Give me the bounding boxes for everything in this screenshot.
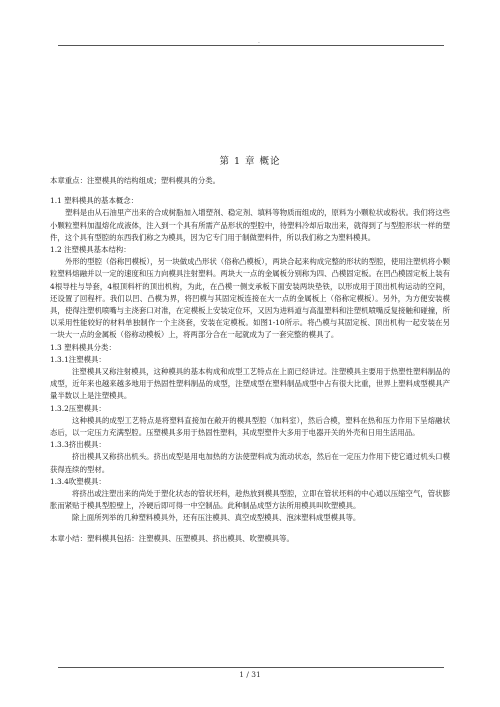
section-heading: 1.3.3挤出模具： — [50, 440, 106, 450]
page-content — [50, 155, 450, 545]
header-rule — [58, 45, 444, 46]
section-heading: 1.3.2压塑模具： — [50, 403, 106, 413]
footer-rule — [58, 667, 444, 668]
spacer — [50, 187, 450, 195]
section-heading: 1.3 塑料模具分类： — [50, 342, 116, 352]
section-heading: 1.1 塑料模具的基本概念： — [50, 196, 139, 206]
section-heading: 1.3.1注塑模具： — [50, 354, 106, 364]
section-body: 塑料是由从石油里产出来的合成树脂加入增塑剂、稳定剂、填料等物质而组成的，原料为小颗粒状或粉状。我们将这些小颗粒塑料加温熔化成液体，注入到一个具有所需产品形状的型腔中，待塑料冷却后取出来，就得到了与型腔形状一样的塑件，这个具有型腔的东西我们称之为模具，因为它专门用于制做塑料件，所以我们称之为塑料模具。 — [50, 208, 450, 242]
section-body: 这种模具的成型工艺特点是将塑料直接加在敞开的模具型腔（加料室），然后合模，塑料在热和压力作用下呈熔融状态后，以一定压力充满型腔。压塑模具多用于热固性塑料，其成型塑件大多用于电器开关的外壳和日用生活用品。 — [50, 415, 450, 438]
extra-note: 除上面所列举的几种塑料模具外，还有压注模具、真空成型模具、泡沫塑料成型模具等。 — [72, 513, 361, 523]
chapter-summary: 本章小结：塑料模具包括：注塑模具、压塑模具、挤出模具、吹塑模具等。 — [50, 533, 294, 543]
header-mark: . — [258, 38, 260, 45]
section-body: 外形的型腔（俗称凹模板），另一块做成凸形状（俗称凸模板），两块合起来构成完整的形状的型腔，使用注塑机将小颗粒塑料熔融并以一定的速度和压力向模具注射塑料。两块大一点的金属板分别称为四、凸模固定板。在凹凸模固定板上装有4根导柱与导套，4根顶料杆的顶出机构，为此，在凸模一侧支承板下面安装两块垫铁，以形成用于顶出机构运动的空间，还设置了回程杆。我们以凹、凸模为界，将凹模与其固定板连接在大一点的金属板上（俗称定模板）。另外，为方便安装模具，使得注塑机喷嘴与主浇套口对准，在定模板上安装定位环，又因为进料道与高温塑料和注塑机喷嘴反复接触和碰撞，所以采用性能较好的材料单独制作一个主浇套，安装在定模板。如图1-10所示。将凸模与其固定板、顶出机构一起安装在另一块大一点的金属板（俗称动模板）上，将两部分合在一起就成为了一套完整的模具了。 — [50, 257, 450, 340]
chapter-focus: 本章重点：注塑模具的结构组成；塑料模具的分类。 — [50, 176, 220, 185]
section-body: 挤出模具又称挤出机头。挤出成型是用电加热的方法使塑料成为流动状态，然后在一定压力作用下使它通过机头口模获得连续的型材。 — [50, 452, 450, 474]
section-heading: 1.2 注塑模具基本结构： — [50, 245, 131, 255]
spacer — [50, 525, 450, 533]
chapter-title: 第 1 章 概论 — [219, 156, 281, 167]
section-heading: 1.3.4吹塑模具： — [50, 476, 106, 486]
section-body: 将挤出或注塑出来的尚处于塑化状态的管状坯料，趁热放到模具型腔，立即在管状坯料的中心通以压缩空气，管状膨胀而紧贴于模具型腔壁上，冷硬后即可得一中空制品。此种制品成型方法所用模具叫吹塑模具。 — [50, 489, 450, 511]
section-body: 注塑模具又称注射模具，这种模具的基本构成和成型工艺特点在上面已经讲过。注塑模具主要用于热塑性塑料制品的成型，近年来也越来越多地用于热固性塑料制品的成型，注塑成型在塑料制品成型中占有很大比重，世界上塑料成型模具产量半数以上是注塑模具。 — [50, 367, 450, 401]
page-number: 1 / 31 — [239, 670, 261, 679]
